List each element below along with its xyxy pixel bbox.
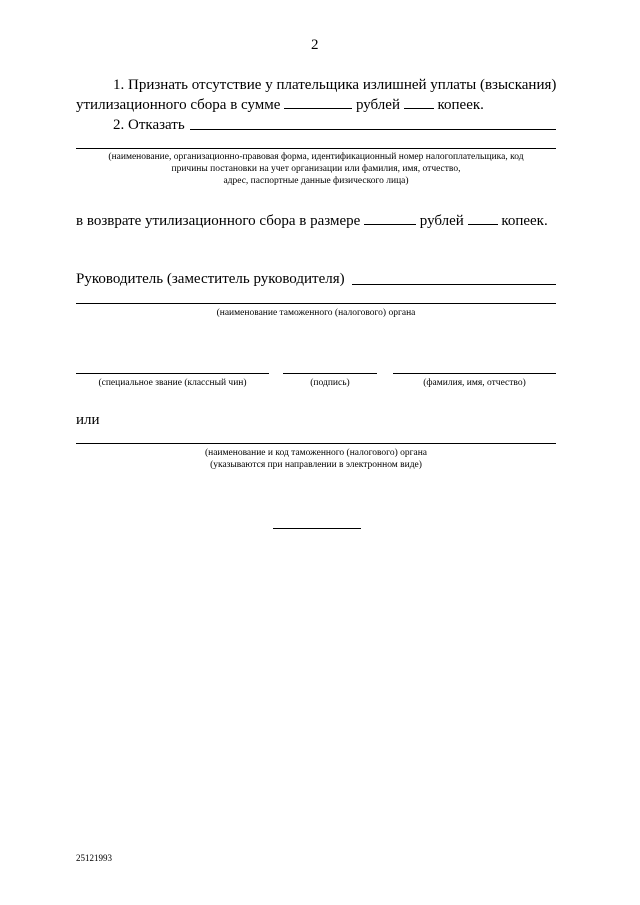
refund-line: [76, 212, 548, 230]
item1-line2-prefix: утилизационного сбора в сумме: [76, 97, 281, 113]
caption-org-line-2: причины постановки на учет организации или фамилия, имя, отчество,: [171, 164, 461, 174]
signature-field[interactable]: [283, 373, 377, 374]
footer-code: 25121993: [76, 853, 112, 863]
caption-full-name: (фамилия, имя, отчество): [423, 378, 526, 388]
item1-line1: 1. Признать отсутствие у плательщика излишней уплаты (взыскания): [113, 77, 557, 93]
refund-kopecks-label: копеек.: [501, 213, 548, 229]
refund-rubles-label: рублей: [419, 213, 464, 229]
refusal-target-field[interactable]: [190, 129, 556, 130]
head-field[interactable]: [352, 284, 556, 285]
caption-signature: (подпись): [310, 378, 350, 388]
closing-divider: [273, 528, 361, 529]
caption-electronic-line-2: (указываются при направлении в электронном виде): [210, 460, 422, 470]
refund-prefix: в возврате утилизационного сбора в размере: [76, 213, 361, 229]
caption-org-line-3: адрес, паспортные данные физического лица): [223, 176, 409, 186]
or-label: или: [76, 412, 100, 428]
authority-line[interactable]: [76, 303, 556, 304]
item1-line2: [76, 96, 484, 114]
caption-org: [76, 151, 556, 187]
amount-rubles-field[interactable]: [284, 96, 352, 109]
refund-kopecks-field[interactable]: [468, 212, 498, 225]
caption-electronic: [76, 447, 556, 471]
item1-rubles-label: рублей: [355, 97, 400, 113]
amount-kopecks-field[interactable]: [404, 96, 434, 109]
full-name-field[interactable]: [393, 373, 556, 374]
caption-electronic-line-1: (наименование и код таможенного (налогового) органа: [204, 448, 428, 458]
caption-org-line-1: (наименование, организационно-правовая форма, идентификационный номер налогоплательщика, код: [108, 152, 524, 162]
head-label: Руководитель (заместитель руководителя): [76, 271, 345, 287]
rank-field[interactable]: [76, 373, 269, 374]
caption-rank: (специальное звание (классный чин): [98, 378, 247, 388]
item2-label: 2. Отказать: [113, 117, 185, 133]
refund-rubles-field[interactable]: [364, 212, 416, 225]
refusal-target-line[interactable]: [76, 148, 556, 149]
electronic-authority-line[interactable]: [76, 443, 556, 444]
caption-authority: (наименование таможенного (налогового) органа: [216, 308, 416, 318]
page-number: 2: [311, 37, 319, 53]
item1-kopecks-label: копеек.: [437, 97, 484, 113]
